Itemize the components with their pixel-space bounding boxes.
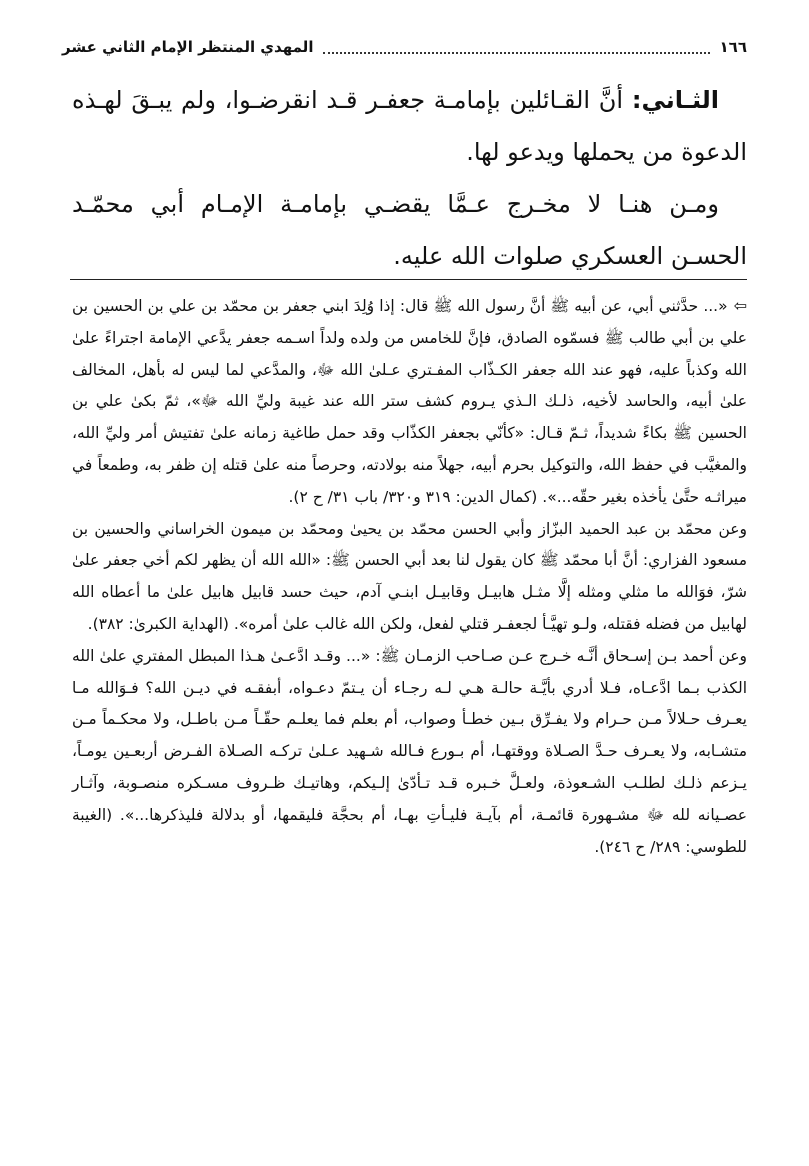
footnote-separator [70,279,747,280]
footnote-2: وعن محمّد بن عبد الحميد البزّاز وأبي الحسن محمّد بن يحيىٰ ومحمّد بن ميمون الخراساني والحسين بن مسعود الفزاري: أنَّ أبا محمّد ﷺ كان يقول لنا بعد أبي الحسن ﷺ: «الله الله أن يظهر لكم أخي جعفر علىٰ شرّ، فوَالله ما مثلي ومثله إلَّا مثـل هابيـل وقابيـل ابنـي آدم، حيث حسد قابيل هابيل علىٰ ما أعطاه الله لهابيل من فضله فقتله، ولـو تهيَّـأ لجعفـر قتلي لفعل، ولكن الله غالب علىٰ أمره». (الهداية الكبرىٰ: ٣٨٢). [72,519,747,633]
running-title: المهدي المنتظر الإمام الثاني عشر [62,38,314,56]
page-number: ١٦٦ [719,38,747,56]
footnote-1 [72,290,747,514]
footnotes [72,290,747,863]
paragraph-lead: الثـاني: [631,86,719,114]
main-paragraph-2: ومـن هنـا لا مخـرج عـمَّا يقضـي بإمامـة الإمـام أبي محمّـد الحسـن العسكري صلوات الله عليه. [72,190,747,270]
footnote-1-text: «... حدَّثني أبي، عن أبيه ﷺ أنَّ رسول الله ﷺ قال: إذا وُلِدَ ابني جعفر بن محمّد بن علي بن الحسين بن علي بن أبي طالب ﷺ فسمّوه الصادق، فإنَّ للخامس من ولده ولداً اسـمه جعفر يدَّعي الإمامة اجتراءً علىٰ الله وكذباً عليه، فهو عند الله جعفر الكـذّاب المفـتري عـلىٰ الله ﷻ، والمدَّعي لما ليس له بأهل، المخالف علىٰ أبيه، والحاسد لأخيه، ذلـك الـذي يـروم كشف ستر الله عند غيبة وليِّ الله ﷻ»، ثمّ بكىٰ علي بن الحسين ﷺ بكاءً شديداً، ثـمّ قـال: «كأنّي بجعفر الكذّاب وقد حمل طاغية زمانه علىٰ تفتيش أمر وليِّ الله، والمغيَّب في حفظ الله، والتوكيل بحرم أبيه، جهلاً منه بولادته، وحرصاً منه علىٰ قتله إن ظفر به، وطمعاً في ميراثـه حتَّىٰ يأخذه بغير حقّه...». (كمال الدين: ٣١٩ و٣٢٠/ باب ٣١/ ح ٢). [72,297,747,506]
footnote-arrow-icon: ⇦ [733,296,747,315]
running-header [62,34,747,60]
main-paragraph-1 [72,74,747,178]
header-dot-leader [323,40,709,54]
main-text [72,74,747,282]
footnote-3: وعن أحمد بـن إسـحاق أنَّـه خـرج عـن صـاحب الزمـان ﷺ: «... وقـد ادَّعـىٰ هـذا المبطل المفتري علىٰ الله الكذب بـما ادَّعـاه، فـلا أدري بأيَّـة حالـة هـي لـه رجـاء أن يـتمّ دعـواه، أبفقـه في ديـن الله؟ فـوَالله مـا يعـرف حـلالاً مـن حـرام ولا يفـرِّق بـين خطـأ وصواب، أم بعلم فما يعلـم حقّـاً مـن باطـل، ولا محكـماً مـن متشـابه، ولا يعـرف حـدَّ الصـلاة ووقتهـا، أم بـورع فـالله شـهيد عـلىٰ تركـه الصـلاة الفـرض أربعـين يومـاً، يـزعم ذلـك لطلـب الشـعوذة، ولعـلَّ خـبره قـد تـأدّىٰ إلـيكم، وهاتيـك ظـروف مسـكره منصـوبة، وآثـار عصـيانه لله ﷻ مشـهورة قائمـة، أم بآيـة فليـأتِ بهـا، أم بحجَّة فليقمها، أو بدلالة فليذكرها...». (الغيبة للطوسي: ٢٨٩/ ح ٢٤٦). [72,646,747,856]
paragraph-body: أنَّ القـائلين بإمامـة جعفـر قـد انقرضـوا، ولم يبـقَ لهـذه الدعوة من يحملها ويدعو لها. [72,86,747,166]
